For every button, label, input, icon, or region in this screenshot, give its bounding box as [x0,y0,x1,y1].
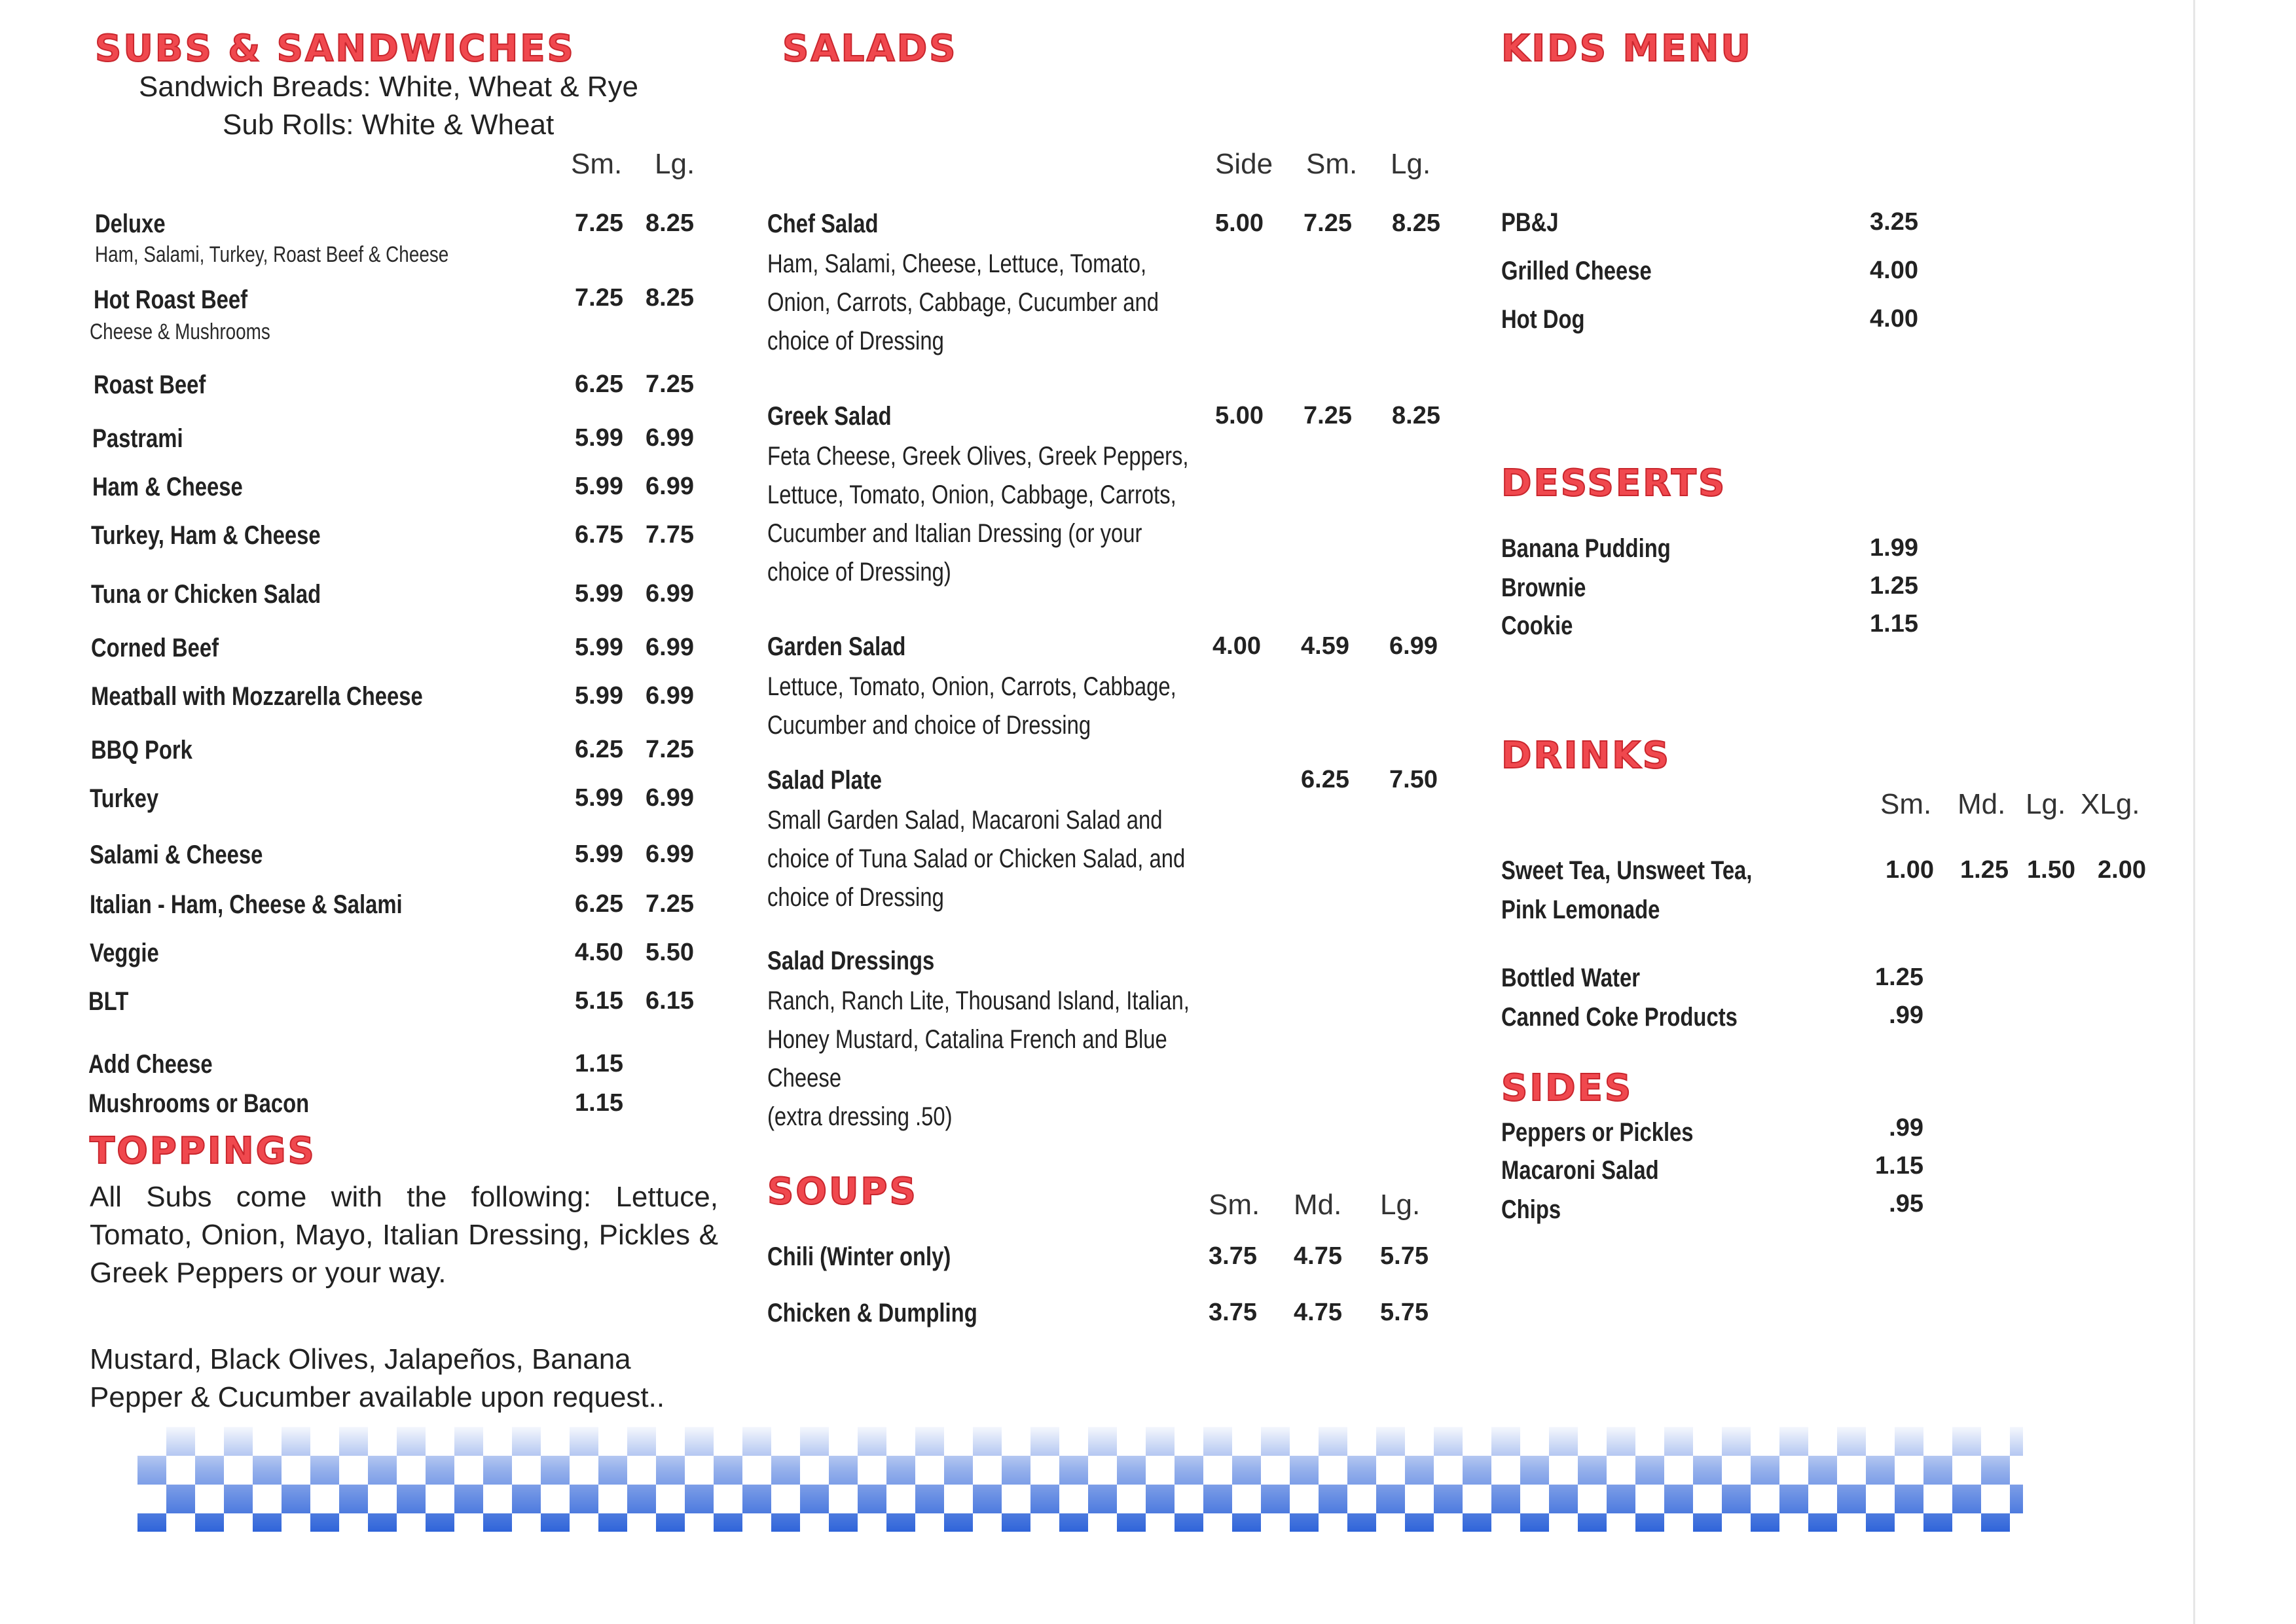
drinks-heading: DRINKS [1501,734,1671,777]
item-name: Canned Coke Products [1501,1003,1738,1032]
item-price-lg: 1.50 [2027,856,2075,884]
item-name: Corned Beef [91,634,219,662]
toppings-description: All Subs come with the following: Lettuce, Tomato, Onion, Mayo, Italian Dressing, Pickles & Greek Peppers or your way. [90,1181,718,1289]
item-price: 1.15 [1875,1152,1923,1180]
item-name: Salad Dressings [767,947,935,975]
item-price-sm: 4.59 [1301,632,1349,660]
item-name: Add Cheese [88,1050,213,1079]
item-price-lg: 6.99 [1389,632,1438,660]
item-price-lg: 6.99 [646,682,694,710]
item-price-sm: 7.25 [1303,402,1352,429]
item-name: Veggie [90,939,159,967]
toppings-heading: TOPPINGS [90,1130,316,1172]
subs-col-sm: Sm. [571,148,623,180]
item-name: Chips [1501,1195,1561,1224]
desc-line: Lettuce, Tomato, Onion, Cabbage, Carrots, [767,480,1176,509]
desc-line: Honey Mustard, Catalina French and Blue [767,1025,1167,1054]
item-price-sm: 7.25 [1303,209,1352,237]
item-price-sm: 1.15 [575,1050,623,1077]
item-price-sm: 5.99 [575,840,623,868]
item-name: Banana Pudding [1501,534,1671,563]
desc-line: Cucumber and choice of Dressing [767,711,1091,740]
item-price-lg: 7.25 [646,890,694,918]
item-price-sm: 3.75 [1209,1299,1257,1326]
item-price-lg: 8.25 [646,284,694,312]
desc-line: Ranch, Ranch Lite, Thousand Island, Italian, [767,986,1190,1015]
item-price-lg: 5.50 [646,939,694,966]
desc-line: Ham, Salami, Cheese, Lettuce, Tomato, [767,249,1147,278]
item-name: Garden Salad [767,632,906,661]
item-price-sm: 5.99 [575,424,623,452]
desc-line: Small Garden Salad, Macaroni Salad and [767,806,1163,835]
item-price-lg: 6.99 [646,840,694,868]
item-price: .95 [1889,1190,1923,1218]
item-price-sm: 1.00 [1886,856,1934,884]
item-price-sm: 7.25 [575,209,623,237]
item-price-md: 4.75 [1294,1299,1342,1326]
item-desc [767,245,1278,361]
item-name: Turkey, Ham & Cheese [91,521,321,550]
item-price-lg: 8.25 [1392,209,1440,237]
item-price-xlg: 2.00 [2098,856,2146,884]
item-price: 4.00 [1870,305,1918,333]
item-name: Turkey [90,784,159,813]
item-price-lg: 8.25 [646,209,694,237]
item-price-side: 5.00 [1215,402,1264,429]
page-edge-divider [2193,0,2195,1624]
subs-heading: SUBS & SANDWICHES [95,27,575,70]
item-desc [767,668,1278,745]
item-price-lg: 7.25 [646,370,694,398]
item-price-sm: 5.15 [575,987,623,1015]
item-price-sm: 4.50 [575,939,623,966]
item-name: Hot Roast Beef [94,285,248,314]
item-desc [767,437,1278,592]
item-price-lg: 6.99 [646,784,694,812]
item-price-side: 5.00 [1215,209,1264,237]
item-name-line2: Pink Lemonade [1501,895,1660,924]
item-name: Chicken & Dumpling [767,1299,977,1327]
subs-col-lg: Lg. [655,148,695,180]
item-name: Tuna or Chicken Salad [91,580,321,609]
item-price-lg: 6.99 [646,473,694,500]
item-price-sm: 5.99 [575,682,623,710]
drinks-col-xlg: XLg. [2081,788,2140,820]
drinks-col-sm: Sm. [1880,788,1932,820]
item-name: Pastrami [92,424,183,453]
item-desc: Cheese & Mushrooms [90,319,270,344]
item-price: 1.25 [1875,964,1923,991]
item-price-lg: 6.99 [646,424,694,452]
desserts-heading: DESSERTS [1501,462,1727,505]
item-price-sm: 5.99 [575,634,623,661]
item-name: Chili (Winter only) [767,1242,951,1271]
item-price: 3.25 [1870,208,1918,236]
salads-col-lg: Lg. [1391,148,1431,180]
item-price-sm: 6.25 [575,890,623,918]
item-price: .99 [1889,1114,1923,1142]
item-name: Peppers or Pickles [1501,1118,1694,1147]
sub-rolls-note: Sub Rolls: White & Wheat [223,109,555,141]
soups-heading: SOUPS [767,1170,918,1213]
sandwich-breads-note: Sandwich Breads: White, Wheat & Rye [139,71,638,103]
item-name: Mushrooms or Bacon [88,1089,310,1118]
salads-heading: SALADS [782,27,958,70]
soups-col-lg: Lg. [1380,1189,1421,1221]
item-price: .99 [1889,1001,1923,1029]
item-price-lg: 5.75 [1380,1299,1429,1326]
item-price-sm: 6.25 [575,370,623,398]
item-name: PB&J [1501,208,1559,237]
salads-col-sm: Sm. [1306,148,1358,180]
desc-line: Cheese [767,1064,842,1092]
item-name: Deluxe [95,209,166,238]
item-price-sm: 5.99 [575,473,623,500]
item-name: Roast Beef [94,370,206,399]
desc-line: choice of Dressing) [767,558,951,586]
soups-col-sm: Sm. [1209,1189,1260,1221]
item-price-lg: 7.50 [1389,766,1438,793]
item-price-sm: 5.99 [575,784,623,812]
item-price-sm: 3.75 [1209,1242,1257,1270]
item-name: Macaroni Salad [1501,1156,1659,1185]
item-name: Chef Salad [767,209,879,238]
item-price: 1.99 [1870,534,1918,562]
item-name: Bottled Water [1501,964,1640,992]
item-price-sm: 1.15 [575,1089,623,1117]
item-name: Meatball with Mozzarella Cheese [91,682,423,711]
desc-line: Cucumber and Italian Dressing (or your [767,519,1142,548]
item-name: Salad Plate [767,766,883,795]
toppings-on-request: Mustard, Black Olives, Jalapeños, Banana Pepper & Cucumber available upon request.. [90,1343,665,1413]
soups-col-md: Md. [1294,1189,1342,1221]
item-price-sm: 5.99 [575,580,623,607]
salads-col-side: Side [1215,148,1273,180]
item-price-md: 4.75 [1294,1242,1342,1270]
item-price: 4.00 [1870,257,1918,284]
checkered-border-decoration [137,1427,2023,1532]
desc-line: choice of Dressing [767,883,944,912]
item-price-lg: 6.15 [646,987,694,1015]
item-desc [767,982,1278,1136]
desc-line: (extra dressing .50) [767,1102,953,1131]
item-price-lg: 7.25 [646,736,694,763]
item-price-sm: 6.25 [575,736,623,763]
item-name: Cookie [1501,611,1573,640]
kids-menu-heading: KIDS MENU [1501,27,1753,70]
desc-line: Lettuce, Tomato, Onion, Carrots, Cabbage, [767,672,1176,701]
drinks-col-lg: Lg. [2026,788,2066,820]
item-price-sm: 7.25 [575,284,623,312]
item-price: 1.25 [1870,572,1918,600]
sides-heading: SIDES [1501,1067,1633,1110]
item-price-lg: 8.25 [1392,402,1440,429]
item-name: Salami & Cheese [90,840,263,869]
item-name: Italian - Ham, Cheese & Salami [90,890,403,919]
item-price-lg: 6.99 [646,634,694,661]
item-name: BBQ Pork [91,736,192,765]
item-name: Greek Salad [767,402,892,431]
item-desc [767,801,1278,917]
item-name: Brownie [1501,573,1586,602]
item-name: Grilled Cheese [1501,257,1652,285]
item-name: Hot Dog [1501,305,1585,334]
item-price-side: 4.00 [1212,632,1261,660]
item-price-sm: 6.25 [1301,766,1349,793]
item-price: 1.15 [1870,610,1918,638]
item-name: Ham & Cheese [92,473,243,501]
item-desc: Ham, Salami, Turkey, Roast Beef & Cheese [95,242,449,267]
item-price-md: 1.25 [1960,856,2009,884]
desc-line: Onion, Carrots, Cabbage, Cucumber and [767,288,1159,317]
item-name: Sweet Tea, Unsweet Tea, [1501,856,1753,885]
item-price-lg: 7.75 [646,521,694,549]
drinks-col-md: Md. [1958,788,2006,820]
desc-line: choice of Tuna Salad or Chicken Salad, and [767,844,1186,873]
item-price-sm: 6.75 [575,521,623,549]
item-name: BLT [88,987,129,1016]
item-price-lg: 5.75 [1380,1242,1429,1270]
desc-line: choice of Dressing [767,327,944,355]
item-price-lg: 6.99 [646,580,694,607]
desc-line: Feta Cheese, Greek Olives, Greek Peppers, [767,442,1189,471]
